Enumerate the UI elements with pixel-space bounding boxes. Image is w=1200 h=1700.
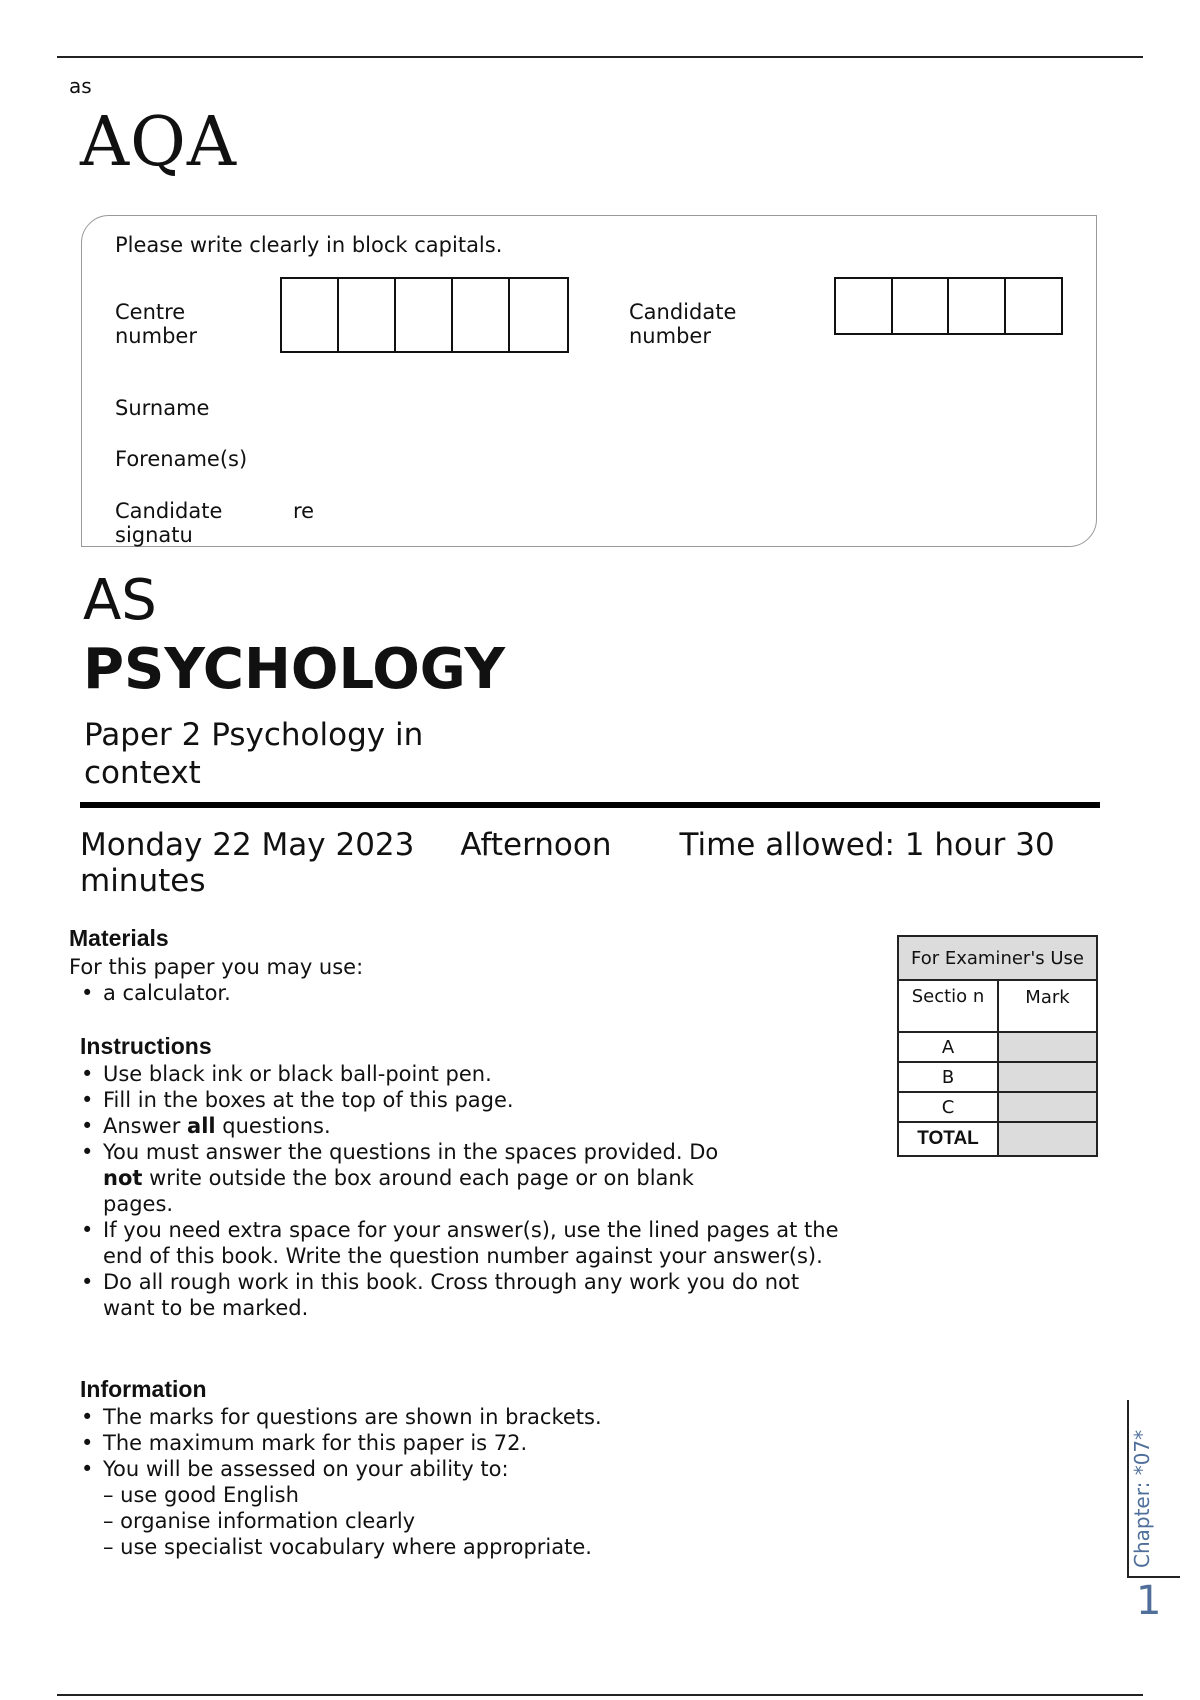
section-b-mark [998,1062,1097,1092]
candidate-digit-box[interactable] [949,279,1006,333]
centre-number-boxes[interactable] [280,277,569,353]
exam-date: Monday 22 May 2023 [80,827,415,863]
centre-digit-box[interactable] [282,279,339,351]
centre-digit-box[interactable] [396,279,453,351]
examiners-use-title: For Examiner's Use [898,936,1097,980]
candidate-details-box [81,215,1097,547]
mark-column-header: Mark [998,980,1097,1032]
total-label: TOTAL [898,1122,998,1156]
list-item: • You must answer the questions in the spaces provided. Do not write outside the box around each page or on blank pages. [79,1139,743,1217]
sub-list-item: – use specialist vocabulary where appropriate. [103,1535,592,1559]
centre-number-label: Centre number [115,300,197,348]
title-divider [80,802,1100,808]
list-item: • Use black ink or black ball-point pen. [79,1061,839,1087]
signature-label: Candidate signatu [115,499,223,547]
qualification-level: AS [83,568,157,633]
list-item: • The marks for questions are shown in brackets. [79,1404,819,1430]
section-c-label: C [898,1092,998,1122]
signature-label-suffix: re [293,499,315,523]
information-list [79,1404,819,1560]
centre-digit-box[interactable] [339,279,396,351]
section-b-label: B [898,1062,998,1092]
exam-date-line [80,827,1080,899]
section-a-label: A [898,1032,998,1062]
bottom-rule [57,1694,1143,1696]
candidate-digit-box[interactable] [1006,279,1062,333]
centre-digit-box[interactable] [510,279,567,351]
sub-list-item: – organise information clearly [103,1509,416,1533]
chapter-label: Chapter: *07* [1130,1429,1154,1568]
candidate-digit-box[interactable] [893,279,950,333]
sub-list-item: – use good English [103,1483,299,1507]
candidate-digit-box[interactable] [836,279,893,333]
list-item: • Do all rough work in this book. Cross through any work you do not want to be marked. [79,1269,843,1321]
section-c-mark [998,1092,1097,1122]
surname-label: Surname [115,396,210,420]
candidate-number-label: Candidate number [629,300,737,348]
centre-digit-box[interactable] [453,279,510,351]
paper-title: Paper 2 Psychology in context [84,717,424,791]
list-item: • a calculator. [79,980,819,1006]
top-rule [57,56,1143,58]
instructions-list [79,1061,839,1321]
materials-heading: Materials [69,925,169,951]
materials-list [79,980,819,1006]
forenames-label: Forename(s) [115,447,248,471]
total-mark [998,1122,1097,1156]
list-item: • Answer all questions. [79,1113,839,1139]
block-capitals-instruction: Please write clearly in block capitals. [115,233,503,257]
page-number: 1 [1136,1578,1162,1624]
list-item: • You will be assessed on your ability to: [79,1456,819,1482]
chapter-vertical-rule [1127,1400,1129,1577]
section-column-header: Sectio n [898,980,998,1032]
section-a-mark [998,1032,1097,1062]
list-item: • The maximum mark for this paper is 72. [79,1430,819,1456]
aqa-logo: AQA [80,103,237,182]
information-heading: Information [80,1376,207,1402]
time-allowed: Time allowed: 1 hour 30 minutes [80,827,1055,899]
corner-text: as [69,74,92,98]
list-item: • If you need extra space for your answer(s), use the lined pages at the end of this book. Write the question number against your answer(s). [79,1217,843,1269]
subject-title: PSYCHOLOGY [83,637,506,702]
candidate-number-boxes[interactable] [834,277,1063,335]
instructions-heading: Instructions [80,1033,212,1059]
exam-session: Afternoon [460,827,612,863]
list-item: • Fill in the boxes at the top of this page. [79,1087,839,1113]
examiners-use-table [897,935,1098,1157]
materials-intro: For this paper you may use: [69,955,364,979]
chapter-label-container [1130,1408,1160,1568]
